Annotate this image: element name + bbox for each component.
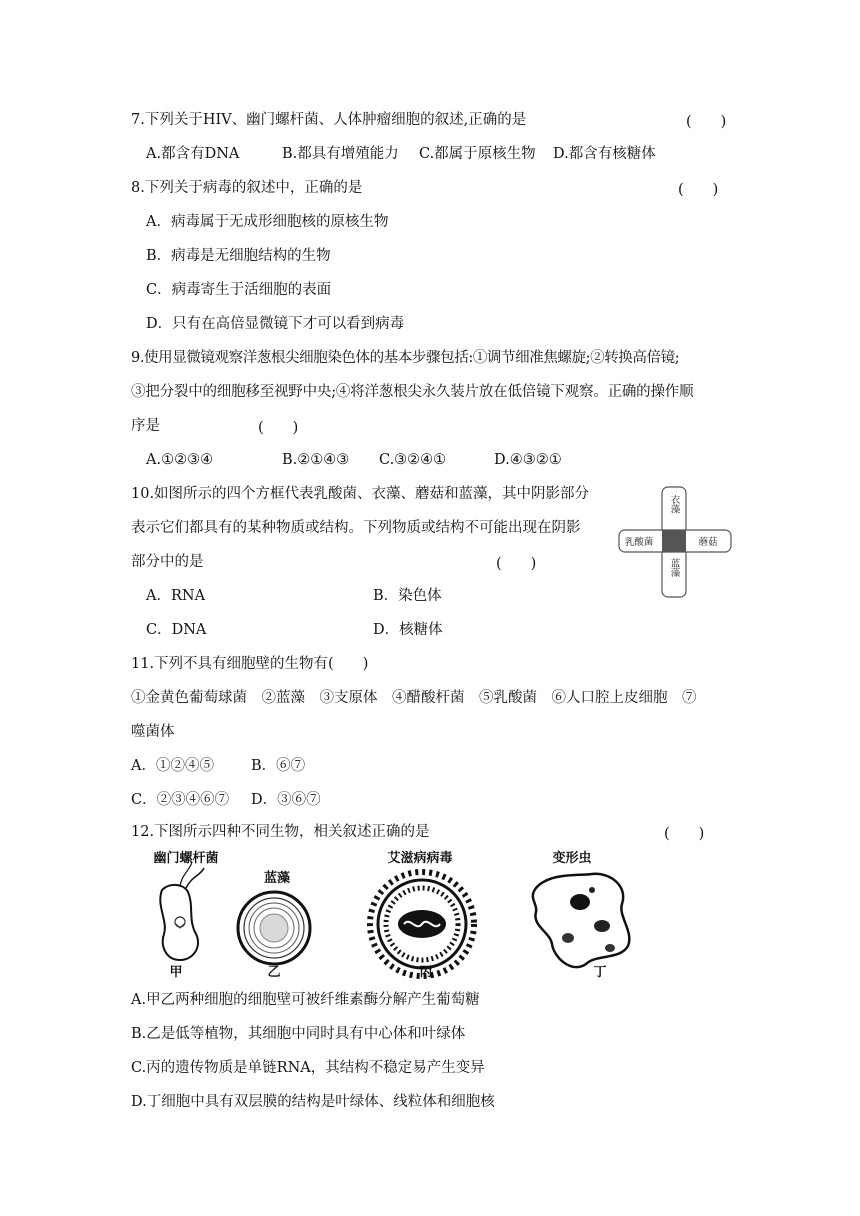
q8-option-a: A．病毒属于无成形细胞核的原核生物 — [146, 214, 389, 230]
amoeba-drawing — [533, 874, 630, 967]
q7-option-d: D.都含有核糖体 — [553, 146, 656, 162]
label-cyanobacteria: 蓝藻 — [263, 871, 291, 886]
cyanobacteria-drawing — [238, 892, 310, 964]
q11-option-c: C．②③④⑥⑦ — [131, 792, 230, 808]
q10-stem-line2: 表示它们都具有的某种物质或结构。下列物质或结构不可能出现在阴影 — [131, 520, 581, 536]
q8-option-b: B．病毒是无细胞结构的生物 — [146, 248, 331, 264]
q10-cross-diagram — [618, 486, 732, 598]
q10-stem-line1: 10.如图所示的四个方框代表乳酸菌、衣藻、蘑菇和蓝藻，其中阴影部分 — [131, 486, 590, 502]
letter-jia: 甲 — [169, 965, 183, 980]
letter-yi: 乙 — [267, 965, 281, 980]
hiv-drawing — [370, 872, 474, 976]
q7-option-a: A.都含有DNA — [146, 146, 240, 162]
q8-answer-bracket: ( ) — [678, 182, 719, 198]
q9-option-b: B.②①④③ — [282, 452, 350, 468]
helicobacter-drawing — [160, 862, 204, 960]
q9-stem-line1: 9.使用显微镜观察洋葱根尖细胞染色体的基本步骤包括:①调节细准焦螺旋;②转换高倍镜; — [131, 350, 680, 366]
q11-items-line2: 噬菌体 — [131, 724, 175, 740]
q8-stem: 8.下列关于病毒的叙述中，正确的是 — [131, 180, 363, 196]
q11-items-line1: ①金黄色葡萄球菌 ②蓝藻 ③支原体 ④醋酸杆菌 ⑤乳酸菌 ⑥人口腔上皮细胞 ⑦ — [131, 690, 697, 706]
q9-option-d: D.④③②① — [494, 452, 562, 468]
q9-option-a: A.①②③④ — [146, 452, 214, 468]
q8-option-d: D．只有在高倍显微镜下才可以看到病毒 — [146, 316, 405, 332]
box-label-left: 乳酸菌 — [624, 537, 654, 548]
q10-option-c: C．DNA — [146, 622, 207, 638]
letter-bing: 丙 — [419, 965, 433, 980]
box-label-top: 衣藻 — [668, 494, 680, 514]
q7-stem: 7.下列关于HIV、幽门螺杆菌、人体肿瘤细胞的叙述,正确的是 — [131, 112, 527, 128]
box-label-right: 蘑菇 — [698, 537, 718, 548]
q10-option-b: B．染色体 — [373, 588, 442, 604]
q12-option-a: A.甲乙两种细胞的细胞壁可被纤维素酶分解产生葡萄糖 — [131, 992, 480, 1008]
q10-answer-bracket: ( ) — [496, 556, 537, 572]
label-amoeba: 变形虫 — [552, 851, 592, 866]
q8-option-c: C．病毒寄生于活细胞的表面 — [146, 282, 332, 298]
q11-stem: 11.下列不具有细胞壁的生物有( ) — [131, 656, 369, 672]
q7-option-b: B.都具有增殖能力 — [282, 146, 399, 162]
q12-stem: 12.下图所示四种不同生物，相关叙述正确的是 — [131, 824, 430, 840]
q11-option-a: A．①②④⑤ — [131, 758, 214, 774]
shaded-overlap — [662, 530, 686, 552]
q12-option-d: D.丁细胞中具有双层膜的结构是叶绿体、线粒体和细胞核 — [131, 1094, 495, 1110]
q7-option-c: C.都属于原核生物 — [419, 146, 536, 162]
q10-option-d: D．核糖体 — [373, 622, 443, 638]
label-hiv: 艾滋病病毒 — [387, 851, 453, 866]
q9-answer-bracket: ( ) — [258, 420, 299, 436]
q9-stem-line2: ③把分裂中的细胞移至视野中央;④将洋葱根尖永久装片放在低倍镜下观察。正确的操作顺 — [131, 384, 694, 400]
q11-option-b: B．⑥⑦ — [251, 758, 306, 774]
q10-stem-line3: 部分中的是 — [131, 554, 204, 570]
q11-option-d: D．③⑥⑦ — [251, 792, 321, 808]
q12-option-b: B.乙是低等植物，其细胞中同时具有中心体和叶绿体 — [131, 1026, 466, 1042]
q9-option-c: C.③②④① — [379, 452, 447, 468]
q10-option-a: A．RNA — [146, 588, 206, 604]
q12-option-c: C.丙的遗传物质是单链RNA，其结构不稳定易产生变异 — [131, 1060, 485, 1076]
label-helicobacter: 幽门螺杆菌 — [153, 851, 219, 866]
q9-stem-line3: 序是 — [131, 418, 160, 434]
q7-answer-bracket: ( ) — [686, 114, 727, 130]
q12-answer-bracket: ( ) — [664, 826, 705, 842]
q12-organisms-figure — [140, 846, 640, 980]
letter-ding: 丁 — [593, 965, 607, 980]
box-label-bottom: 蓝藻 — [668, 558, 680, 577]
